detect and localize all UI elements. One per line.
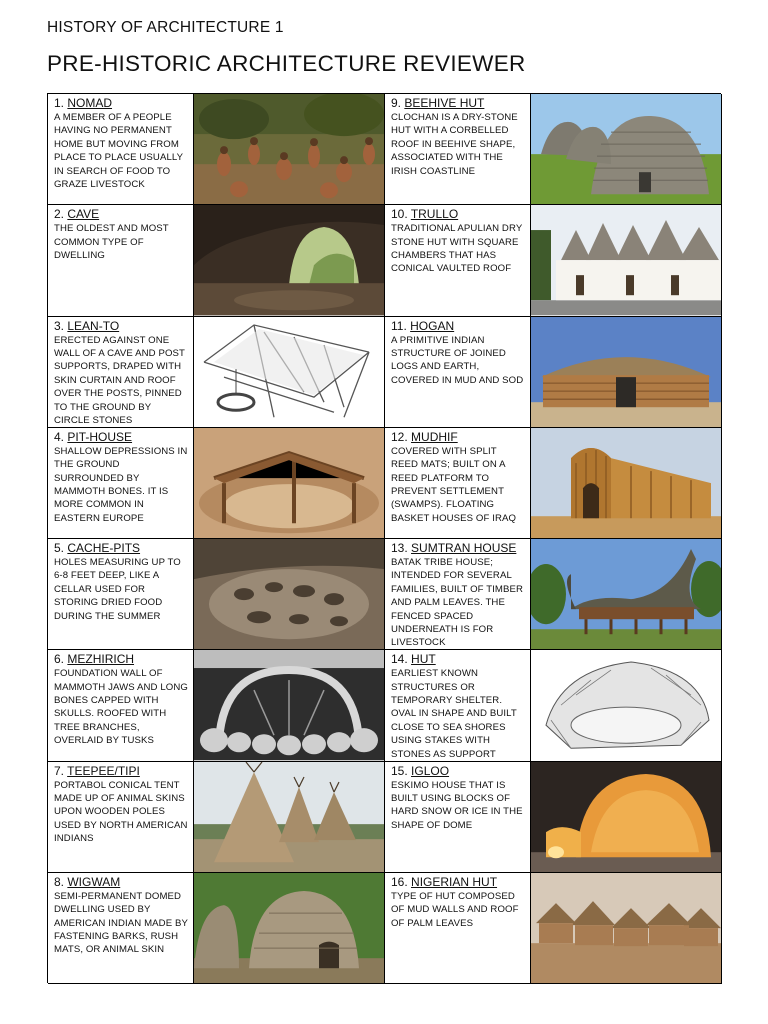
mezhirich-photo (194, 650, 385, 761)
document-subtitle: HISTORY OF ARCHITECTURE 1 (47, 19, 284, 36)
beehive-hut-photo (531, 94, 722, 205)
entry-description: COVERED WITH SPLIT REED MATS; BUILT ON A REED PLATFORM TO PREVENT SETTLEMENT (SWAMPS). FLOATING BASKET HOUSES OF IRAQ (391, 445, 517, 524)
entry-description: EARLIEST KNOWN STRUCTURES OR TEMPORARY SHELTER. OVAL IN SHAPE AND BUILT CLOSE TO SEA SHORES USING STAKES WITH STONES AS SUPPORT (391, 668, 517, 760)
igloo-photo (531, 762, 722, 873)
entry-description: SEMI-PERMANENT DOMED DWELLING USED BY AMERICAN INDIAN MADE BY FASTENING BARKS, RUSH MATS, OR ANIMAL SKIN (54, 890, 188, 956)
entry-nigerian-hut: 16. NIGERIAN HUT TYPE OF HUT COMPOSED OF MUD WALLS AND ROOF OF PALM LEAVES (385, 873, 531, 984)
document-title: PRE-HISTORIC ARCHITECTURE REVIEWER (47, 51, 526, 76)
entry-cave: 2. CAVE THE OLDEST AND MOST COMMON TYPE OF DWELLING (48, 205, 194, 316)
entry-pit-house: 4. PIT-HOUSE SHALLOW DEPRESSIONS IN THE GROUND SURROUNDED BY MAMMOTH BONES. IT IS MORE COMMON IN EASTERN EUROPE (48, 428, 194, 539)
entry-description: A MEMBER OF A PEOPLE HAVING NO PERMANENT HOME BUT MOVING FROM PLACE TO PLACE USUALLY IN SEARCH OF FOOD TO GRAZE LIVESTOCK (54, 112, 183, 191)
entry-title: MEZHIRICH (67, 652, 135, 667)
entry-title: NIGERIAN HUT (411, 874, 498, 889)
entry-mezhirich: 6. MEZHIRICH FOUNDATION WALL OF MAMMOTH JAWS AND LONG BONES CAPPED WITH SKULLS. ROOFED WITH TREE BRANCHES, OVERLAID BY TUSKS (48, 650, 194, 761)
sumatran-house-photo (531, 539, 722, 650)
entry-teepee: 7. TEEPEE/TIPI PORTABOL CONICAL TENT MADE UP OF ANIMAL SKINS UPON WOODEN POLES USED BY NORTH AMERICAN INDIANS (48, 762, 194, 873)
entry-description: A PRIMITIVE INDIAN STRUCTURE OF JOINED LOGS AND EARTH, COVERED IN MUD AND SOD (391, 334, 524, 386)
entry-title: TRULLO (410, 207, 459, 222)
cave-photo (194, 205, 385, 316)
entry-description: CLOCHAN IS A DRY-STONE HUT WITH A CORBELLED ROOF IN BEEHIVE SHAPE, ASSOCIATED WITH THE IRISH COASTLINE (391, 112, 518, 177)
entry-mudhif: 12. MUDHIF COVERED WITH SPLIT REED MATS; BUILT ON A REED PLATFORM TO PREVENT SETTLEMENT (SWAMPS). FLOATING BASKET HOUSES OF IRAQ (385, 428, 531, 539)
entry-title: LEAN-TO (67, 318, 120, 333)
entry-title: NOMAD (67, 96, 113, 110)
mudhif-photo (531, 428, 722, 539)
entry-title: CAVE (67, 207, 100, 222)
entry-description: THE OLDEST AND MOST COMMON TYPE OF DWELLING (54, 223, 169, 262)
entry-description: TRADITIONAL APULIAN DRY STONE HUT WITH SQUARE CHAMBERS THAT HAS CONICAL VAULTED ROOF (391, 223, 523, 275)
entry-hut: 14. HUT EARLIEST KNOWN STRUCTURES OR TEMPORARY SHELTER. OVAL IN SHAPE AND BUILT CLOSE TO SEA SHORES USING STAKES WITH STONES AS SUPPORT (385, 650, 531, 761)
entry-title: SUMTRAN HOUSE (411, 541, 517, 555)
entry-title: PIT-HOUSE (67, 429, 133, 444)
entry-cache-pits: 5. CACHE-PITS HOLES MEASURING UP TO 6-8 FEET DEEP, LIKE A CELLAR USED FOR STORING DRIED FOOD DURING THE SUMMER (48, 539, 194, 650)
nigerian-hut-photo (531, 873, 722, 984)
entry-hogan: 11. HOGAN A PRIMITIVE INDIAN STRUCTURE OF JOINED LOGS AND EARTH, COVERED IN MUD AND SOD (385, 317, 531, 428)
entry-description: FOUNDATION WALL OF MAMMOTH JAWS AND LONG BONES CAPPED WITH SKULLS. ROOFED WITH TREE BRANCHES, OVERLAID BY TUSKS (54, 668, 188, 747)
entry-lean-to: 3. LEAN-TO ERECTED AGAINST ONE WALL OF A CAVE AND POST SUPPORTS, DRAPED WITH SKIN CURTAIN AND ROOF OVER THE POSTS, PINNED TO THE GROUND BY CIRCLE STONES (48, 317, 194, 428)
entry-description: ERECTED AGAINST ONE WALL OF A CAVE AND POST SUPPORTS, DRAPED WITH SKIN CURTAIN AND ROOF OVER THE POSTS, PINNED TO THE GROUND BY CIRCLE STONES (54, 334, 185, 426)
entry-wigwam: 8. WIGWAM SEMI-PERMANENT DOMED DWELLING USED BY AMERICAN INDIAN MADE BY FASTENING BARKS, RUSH MATS, OR ANIMAL SKIN (48, 873, 194, 984)
reviewer-table (47, 93, 721, 983)
entry-description: BATAK TRIBE HOUSE; INTENDED FOR SEVERAL FAMILIES, BUILT OF TIMBER AND PALM LEAVES. THE FENCED SPACED UNDERNEATH IS FOR LIVESTOCK (391, 557, 524, 649)
entry-title: BEEHIVE HUT (404, 96, 485, 110)
entry-sumatran-house: 13. SUMTRAN HOUSE BATAK TRIBE HOUSE; INTENDED FOR SEVERAL FAMILIES, BUILT OF TIMBER AND PALM LEAVES. THE FENCED SPACED UNDERNEATH IS FOR LIVESTOCK (385, 539, 531, 650)
wigwam-photo (194, 873, 385, 984)
trullo-photo (531, 205, 722, 316)
entry-title: TEEPEE/TIPI (67, 763, 140, 778)
entry-description: PORTABOL CONICAL TENT MADE UP OF ANIMAL SKINS UPON WOODEN POLES USED BY NORTH AMERICAN INDIANS (54, 779, 188, 845)
pit-house-photo (194, 428, 385, 539)
entry-title: IGLOO (411, 763, 450, 778)
hogan-photo (531, 317, 722, 428)
cache-pits-photo (194, 539, 385, 650)
entry-beehive-hut: 9. BEEHIVE HUT CLOCHAN IS A DRY-STONE HUT WITH A CORBELLED ROOF IN BEEHIVE SHAPE, ASSOCIATED WITH THE IRISH COASTLINE (385, 94, 531, 205)
teepee-photo (194, 762, 385, 873)
entry-title: MUDHIF (411, 429, 458, 444)
entry-title: CACHE-PITS (67, 541, 141, 555)
entry-nomad: 1. NOMAD A MEMBER OF A PEOPLE HAVING NO PERMANENT HOME BUT MOVING FROM PLACE TO PLACE USUALLY IN SEARCH OF FOOD TO GRAZE LIVESTOCK (48, 94, 194, 205)
entry-description: SHALLOW DEPRESSIONS IN THE GROUND SURROUNDED BY MAMMOTH BONES. IT IS MORE COMMON IN EASTERN EUROPE (54, 445, 188, 524)
nomads-photo (194, 94, 385, 205)
entry-description: TYPE OF HUT COMPOSED OF MUD WALLS AND ROOF OF PALM LEAVES (391, 890, 519, 929)
entry-title: HUT (411, 652, 436, 667)
lean-to-sketch (194, 317, 385, 428)
entry-description: HOLES MEASURING UP TO 6-8 FEET DEEP, LIKE A CELLAR USED FOR STORING DRIED FOOD DURING THE SUMMER (54, 557, 181, 622)
entry-title: WIGWAM (67, 874, 121, 889)
entry-description: ESKIMO HOUSE THAT IS BUILT USING BLOCKS OF HARD SNOW OR ICE IN THE SHAPE OF DOME (391, 779, 523, 831)
entry-trullo: 10. TRULLO TRADITIONAL APULIAN DRY STONE HUT WITH SQUARE CHAMBERS THAT HAS CONICAL VAULTED ROOF (385, 205, 531, 316)
hut-sketch (531, 650, 722, 761)
entry-title: HOGAN (410, 318, 455, 333)
entry-igloo: 15. IGLOO ESKIMO HOUSE THAT IS BUILT USING BLOCKS OF HARD SNOW OR ICE IN THE SHAPE OF DOME (385, 762, 531, 873)
